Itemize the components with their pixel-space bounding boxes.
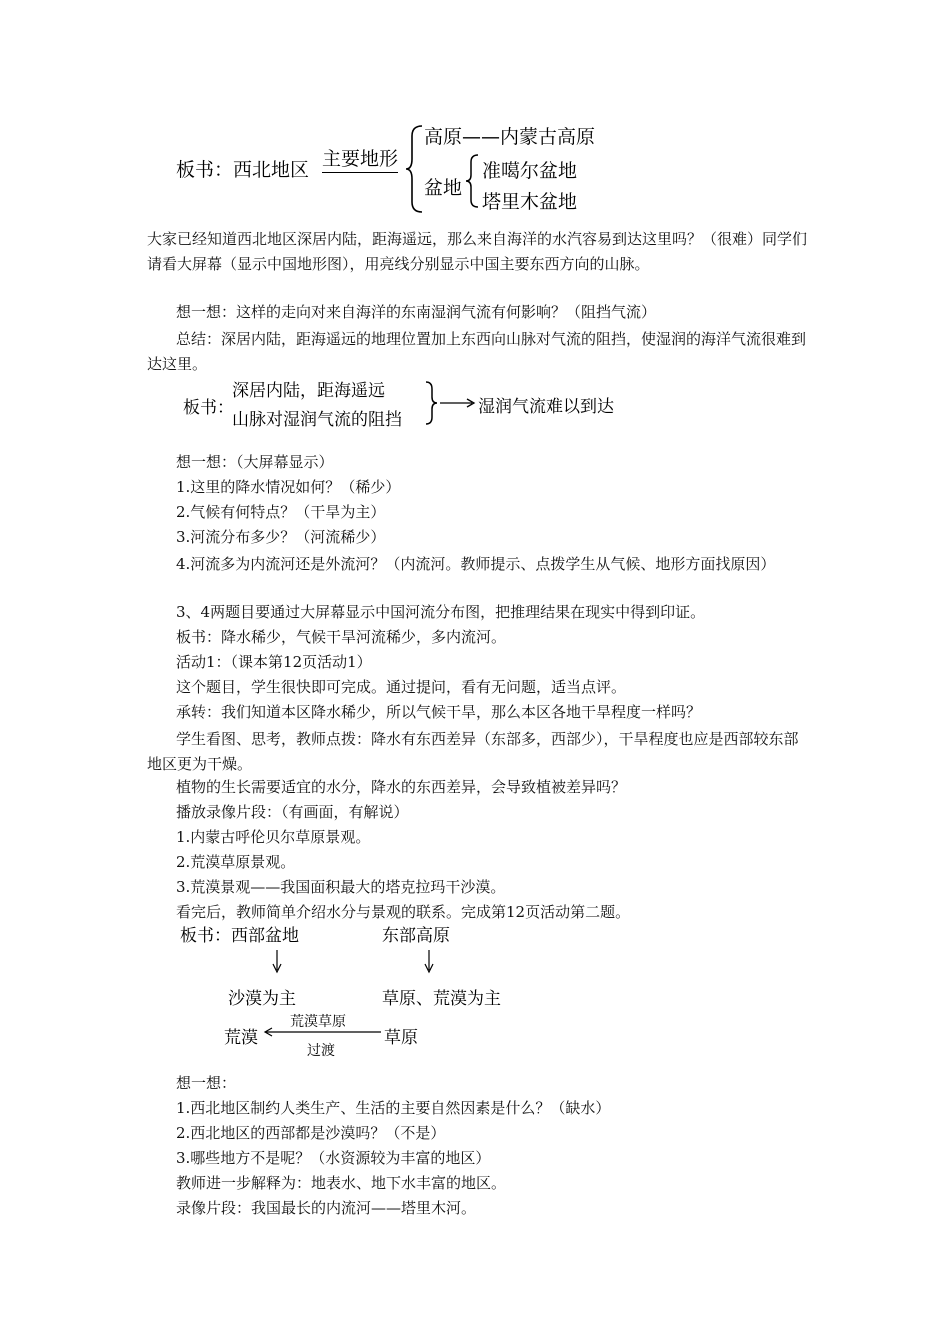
text-line: 2.荒漠草原景观。 xyxy=(176,853,296,871)
paragraph-think1: 想一想：这样的走向对来自海洋的东南湿润气流有何影响？（阻挡气流） xyxy=(176,303,657,321)
text-line: 1.这里的降水情况如何？（稀少） xyxy=(176,478,401,496)
board1-basin-item: 准噶尔盆地 xyxy=(482,160,578,182)
text-line: 想一想： xyxy=(176,1074,237,1092)
board3-west-result: 沙漠为主 xyxy=(228,989,296,1009)
board2-line2: 山脉对湿润气流的阻挡 xyxy=(232,410,402,430)
paragraph-summary xyxy=(147,327,807,377)
text-line: 3.哪些地方不是呢？（水资源较为丰富的地区） xyxy=(176,1149,491,1167)
text-line: 板书：降水稀少，气候干旱河流稀少，多内流河。 xyxy=(176,628,507,646)
board1-basin-item: 塔里木盆地 xyxy=(482,191,578,213)
board3-east: 东部高原 xyxy=(382,926,450,946)
board1-basin: 盆地 xyxy=(424,177,463,199)
board3-middle-bottom: 过渡 xyxy=(307,1043,335,1059)
paragraph-summary-text: 总结：深居内陆，距海遥远的地理位置加上东西向山脉对气流的阻挡，使湿润的海洋气流很难到达这里。 xyxy=(147,330,807,373)
paragraph-q4: 4.河流多为内流河还是外流河？（内流河。教师提示、点拨学生从气候、地形方面找原因） xyxy=(176,555,776,573)
text-line: 活动1：（课本第12页活动1） xyxy=(176,653,372,671)
board2-line1: 深居内陆，距海遥远 xyxy=(232,381,385,401)
text-line: 录像片段：我国最长的内流河——塔里木河。 xyxy=(176,1199,477,1217)
arrow-down-icon xyxy=(424,950,434,974)
text-line: 植物的生长需要适宜的水分，降水的东西差异，会导致植被差异吗？ xyxy=(176,778,627,796)
text-line: 教师进一步解释为：地表水、地下水丰富的地区。 xyxy=(176,1174,507,1192)
text-line: 1.西北地区制约人类生产、生活的主要自然因素是什么？（缺水） xyxy=(176,1099,611,1117)
board3-west: 板书：西部盆地 xyxy=(180,926,299,946)
board3-grassland: 草原 xyxy=(384,1028,418,1048)
board3-middle-top: 荒漠草原 xyxy=(290,1014,346,1030)
text-line: 2.气候有何特点？（干旱为主） xyxy=(176,503,386,521)
board1-prefix: 板书：西北地区 xyxy=(176,159,310,181)
board3-east-result: 草原、荒漠为主 xyxy=(382,989,501,1009)
paragraph-intro-text: 大家已经知道西北地区深居内陆，距海遥远，那么来自海洋的水汽容易到达这里吗？（很难）同学们请看大屏幕（显示中国地形图），用亮线分别显示中国主要东西方向的山脉。 xyxy=(147,230,808,273)
text-line: 这个题目，学生很快即可完成。通过提问，看有无问题，适当点评。 xyxy=(176,678,627,696)
arrow-right-icon xyxy=(440,398,476,408)
text-line: 看完后，教师简单介绍水分与景观的联系。完成第12页活动第二题。 xyxy=(176,903,631,921)
arrow-left-icon xyxy=(263,1027,383,1037)
text-line: 想一想：（大屏幕显示） xyxy=(176,453,334,471)
board3-desert: 荒漠 xyxy=(224,1028,258,1048)
text-line: 3.荒漠景观——我国面积最大的塔克拉玛干沙漠。 xyxy=(176,878,506,896)
board1-label: 主要地形 xyxy=(322,144,398,173)
paragraph-dry: 学生看图、思考，教师点拨：降水有东西差异（东部多，西部少），干旱程度也应是西部较东部地区更为干燥。 xyxy=(147,730,799,773)
board2-prefix: 板书： xyxy=(183,398,234,418)
paragraph-intro xyxy=(147,227,807,277)
board2-result: 湿润气流难以到达 xyxy=(478,397,614,417)
text-line: 承转：我们知道本区降水稀少，所以气候干旱，那么本区各地干旱程度一样吗？ xyxy=(176,703,702,721)
text-line: 2.西北地区的西部都是沙漠吗？（不是） xyxy=(176,1124,446,1142)
text-line: 播放录像片段：（有画面，有解说） xyxy=(176,803,409,821)
text-line: 1.内蒙古呼伦贝尔草原景观。 xyxy=(176,828,371,846)
brace-left-small-icon xyxy=(464,153,484,209)
brace-right-icon xyxy=(424,380,440,426)
text-line: 3、4两题目要通过大屏幕显示中国河流分布图，把推理结果在现实中得到印证。 xyxy=(176,603,706,621)
board1-plateau: 高原——内蒙古高原 xyxy=(424,126,596,148)
text-line: 3.河流分布多少？（河流稀少） xyxy=(176,528,386,546)
arrow-down-icon xyxy=(272,950,282,974)
